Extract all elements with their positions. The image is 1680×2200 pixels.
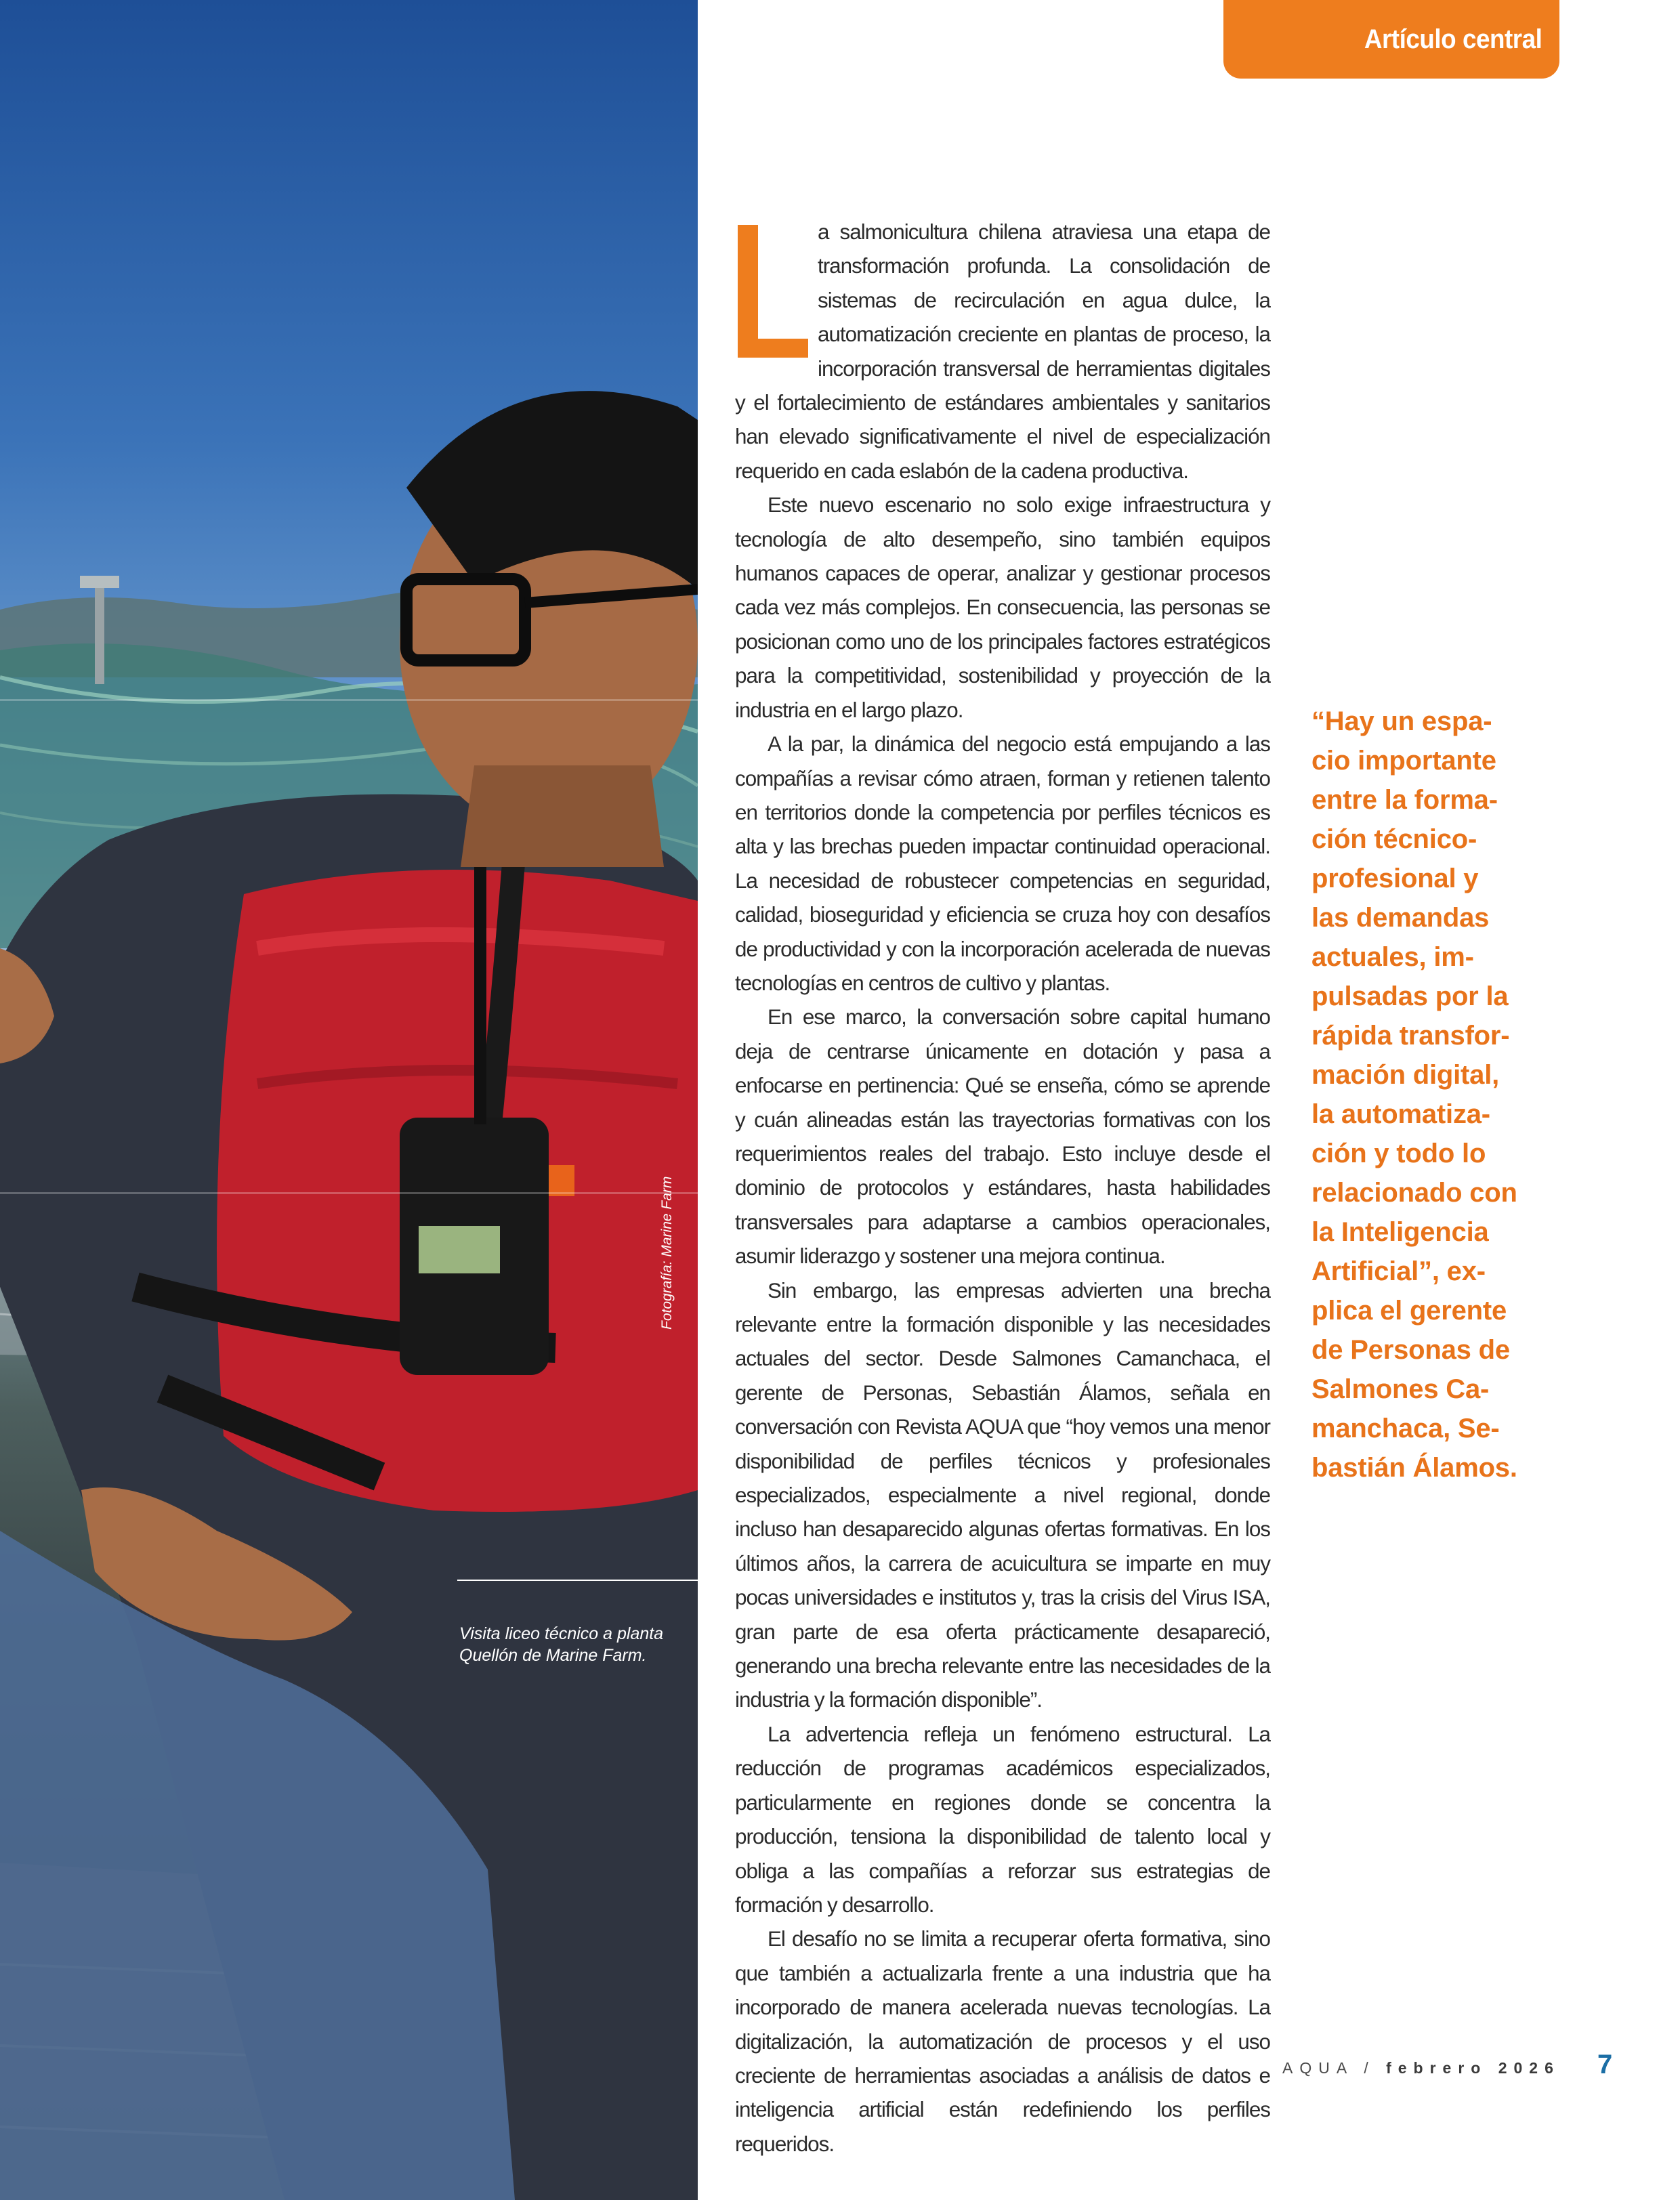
pull-quote-line: pulsadas por la [1311,981,1509,1011]
footer-folio [1282,2059,1560,2077]
article-paragraph: A la par, la dinámica del negocio está empujando a las compañías a revisar cómo atraen, forman y retienen talento en territorios donde la competencia por perfiles técnicos es alta y las brechas pueden impactar continuidad operacional. La necesidad de robustecer competencias en seguridad, calidad, bioseguridad y eficiencia se cruza hoy con desafíos de productividad y con la incorporación acelerada de nuevas tecnologías en centros de cultivo y plantas. [735,732,1270,995]
photo-caption-line: Quellón de Marine Farm. [459,1646,647,1665]
drop-cap [735,225,808,358]
photo-credit: Fotografía: Marine Farm [659,1176,675,1330]
pull-quote-line: ción técnico- [1311,824,1477,854]
article-photo [0,0,698,2200]
article-paragraph: Este nuevo escenario no solo exige infraestructura y tecnología de alto desempeño, sino también equipos humanos capaces de operar, analizar y gestionar procesos cada vez más complejos. En consecuencia, las personas se posicionan como uno de los principales factores estratégicos para la competitividad, sostenibilidad y proyección de la industria en el largo plazo. [735,493,1270,722]
pull-quote-line: actuales, im- [1311,942,1474,972]
pull-quote-line: Artificial”, ex- [1311,1256,1486,1286]
pull-quote-line: “Hay un espa- [1311,706,1492,736]
section-tab-label: Artículo central [1364,24,1542,54]
photo-caption-line: Visita liceo técnico a planta [459,1624,664,1643]
caption-rule [457,1580,698,1581]
pull-quote-line: plica el gerente [1311,1296,1507,1326]
pull-quote-line: las demandas [1311,903,1490,933]
pull-quote-line: rápida transfor- [1311,1021,1510,1051]
photo-divider [0,1192,698,1194]
drop-cap-letter-shape [735,225,808,358]
article-paragraph [735,215,1270,488]
footer-separator: / [1364,2059,1375,2077]
pull-quote-line: manchaca, Se- [1311,1414,1500,1443]
pull-quote-line: profesional y [1311,864,1479,893]
pull-quote-line: cio importante [1311,746,1496,776]
pull-quote-line: relacionado con [1311,1178,1517,1208]
photo-illustration [0,0,698,2200]
pull-quote-line: mación digital, [1311,1060,1500,1090]
pull-quote-line: Salmones Ca- [1311,1374,1490,1404]
section-tab [1223,0,1559,79]
photo-caption [459,1623,690,1666]
pull-quote-line: entre la forma- [1311,785,1498,815]
pull-quote [1311,702,1569,1487]
article-paragraph: El desafío no se limita a recuperar oferta formativa, sino que también a actualizarla frente a una industria que ha incorporado de manera acelerada nuevas tecnologías. La digitalización, la automatización de procesos y el uso creciente de herramientas asociadas a análisis de datos e inteligencia artificial están redefiniendo los perfiles requeridos. [735,1927,1270,2156]
pull-quote-line: de Personas de [1311,1335,1510,1365]
page-number: 7 [1597,2050,1613,2079]
pull-quote-line: la Inteligencia [1311,1217,1489,1247]
pull-quote-line: ción y todo lo [1311,1139,1486,1168]
photo-divider [0,699,698,701]
article-paragraph: En ese marco, la conversación sobre capital humano deja de centrarse únicamente en dotación y pasa a enfocarse en pertinencia: Qué se enseña, cómo se aprende y cuán alineadas están las trayectorias formativas con los requerimientos reales del trabajo. Esto incluye desde el dominio de protocolos y estándares, hasta habilidades transversales para adaptarse a cambios operacionales, asumir liderazgo y sostener una mejora continua. [735,1005,1270,1269]
pull-quote-line: bastián Álamos. [1311,1453,1517,1483]
pull-quote-line: la automatiza- [1311,1099,1490,1129]
paragraph-text: a salmonicultura chilena atraviesa una etapa de transformación profunda. La consolidación de sistemas de recirculación en agua dulce, la automatización creciente en plantas de proceso, la incorporación transversal de herramientas digitales y el fortalecimiento de estándares ambientales y sanitarios han elevado significativamente el nivel de especialización requerido en cada eslabón de la cadena productiva. [735,220,1270,483]
footer-magazine-name: AQUA [1282,2059,1353,2077]
article-paragraph: Sin embargo, las empresas advierten una brecha relevante entre la formación disponible y las necesidades actuales del sector. Desde Salmones Camanchaca, el gerente de Personas, Sebastián Álamos, señala en conversación con Revista AQUA que “hoy vemos una menor disponibilidad de perfiles técnicos y profesionales especializados, especialmente a nivel regional, donde incluso han desaparecido algunas ofertas formativas. En los últimos años, la carrera de acuicultura se imparte en muy pocas universidades e institutos y, tras la crisis del Virus ISA, gran parte de esa oferta prácticamente desapareció, generando una brecha relevante entre las necesidades de la industria y la formación disponible”. [735,1278,1270,1712]
article-paragraph: La advertencia refleja un fenómeno estructural. La reducción de programas académicos especializados, particularmente en regiones donde se concentra la producción, tensiona la disponibilidad de talento local y obliga a las compañías a reforzar sus estrategias de formación y desarrollo. [735,1722,1270,1917]
article-body [735,215,1270,2161]
footer-issue-date: febrero 2026 [1386,2059,1560,2077]
